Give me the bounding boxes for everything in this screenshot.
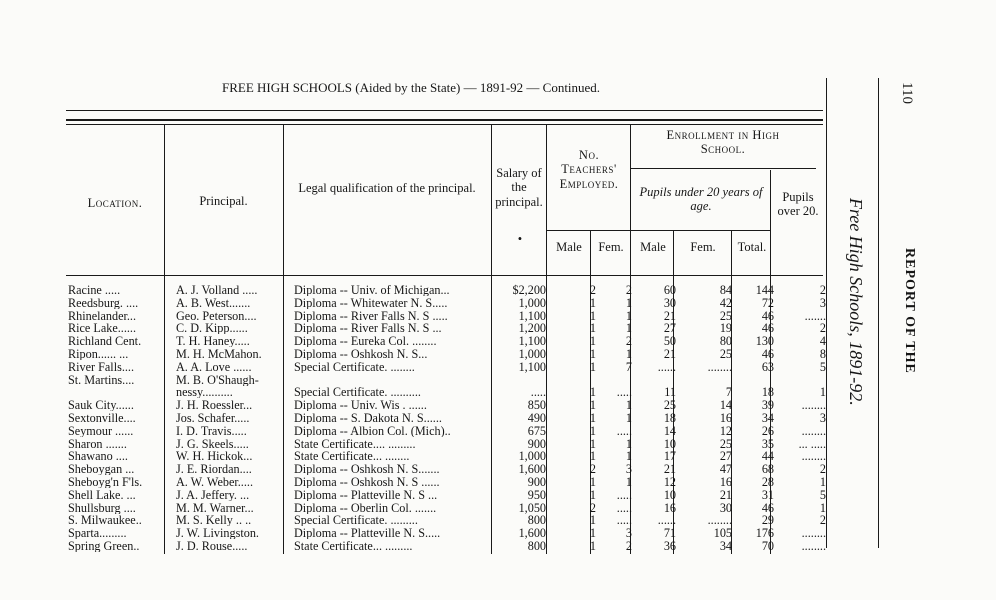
table-row <box>0 540 830 552</box>
pupils-female-header: Fem. <box>690 240 716 254</box>
teachers-female-cell: 1 <box>625 322 632 335</box>
salary-cell: 1,100 <box>518 360 546 373</box>
page-title: FREE HIGH SCHOOLS (Aided by the State) — 1891-92 — Continued. <box>222 80 601 95</box>
location-cell: Sauk City...... <box>68 399 134 412</box>
salary-cell: 675 <box>527 424 546 437</box>
principal-cell: T. H. Haney..... <box>176 335 250 348</box>
teachers-male-header: Male <box>556 240 582 254</box>
principal-cell: Geo. Peterson.... <box>176 309 257 322</box>
table-row <box>0 386 830 398</box>
qualification-cell: Special Certificate. .......... <box>294 386 421 399</box>
teachers-female-cell: 1 <box>625 437 632 450</box>
principal-cell: J. E. Riordan.... <box>176 463 252 476</box>
pupils-female-cell: 7 <box>725 386 732 399</box>
pupils-female-cell: 80 <box>719 335 732 348</box>
total-cell: 31 <box>761 488 774 501</box>
enrollment-rule <box>630 168 816 169</box>
principal-cell: J. G. Skeels..... <box>176 437 249 450</box>
qualification-cell: Diploma -- River Falls N. S ..... <box>294 309 448 322</box>
total-cell: 26 <box>761 424 774 437</box>
pupils-female-cell: 27 <box>719 450 732 463</box>
salary-cell: 1,100 <box>518 309 546 322</box>
teachers-female-cell: 2 <box>625 540 632 552</box>
principal-cell: J. D. Rouse..... <box>176 540 248 552</box>
table-row <box>0 399 830 411</box>
teachers-female-cell: ..... <box>616 386 632 399</box>
qualification-cell: Diploma -- Eureka Col. ........ <box>294 335 437 348</box>
table-row <box>0 335 830 347</box>
location-cell: Seymour ...... <box>68 424 134 437</box>
pupils-male-cell: 30 <box>663 296 676 309</box>
pupils-male-cell: 10 <box>663 437 676 450</box>
teachers-male-cell: 1 <box>589 514 596 527</box>
location-cell: Sextonville.... <box>68 412 136 424</box>
pupils-male-cell: 11 <box>664 386 676 399</box>
right-margin-rule <box>826 78 827 548</box>
location-cell: Spring Green.. <box>68 540 140 552</box>
over20-cell: ........ <box>801 424 826 437</box>
side-title: Free High Schools, 1891-92. <box>846 198 866 406</box>
pupils-female-cell: 25 <box>719 309 732 322</box>
teachers-female-header: Fem. <box>598 240 624 254</box>
over20-cell: ........ <box>801 527 826 540</box>
table-row <box>0 297 830 309</box>
teachers-group-header: No. Teachers' Employed. <box>559 148 619 191</box>
salary-cell: 1,000 <box>518 450 546 463</box>
qualification-cell: Diploma -- Oberlin Col. ....... <box>294 501 437 514</box>
principal-cell: A. W. Weber..... <box>176 476 253 488</box>
table-row <box>0 284 830 296</box>
total-cell: 34 <box>761 412 774 424</box>
over20-cell: 1 <box>819 386 826 399</box>
teachers-female-cell: 1 <box>625 450 632 463</box>
pupils-female-cell: 21 <box>719 488 732 501</box>
table-row <box>0 412 830 424</box>
salary-cell: 1,000 <box>518 296 546 309</box>
table-row <box>0 425 830 437</box>
over20-cell: ........ <box>801 399 826 412</box>
salary-cell: $2,200 <box>512 284 546 296</box>
table-row <box>0 322 830 334</box>
total-cell: 144 <box>755 284 774 296</box>
location-cell: St. Martins.... <box>68 373 135 386</box>
table-row <box>0 527 830 539</box>
over20-cell: 1 <box>819 501 826 514</box>
top-rule-thin <box>66 110 823 111</box>
teachers-male-cell: 1 <box>589 540 596 552</box>
teachers-male-cell: 1 <box>589 437 596 450</box>
salary-cell: 900 <box>527 476 546 488</box>
salary-cell: 1,600 <box>518 463 546 476</box>
location-cell: Ripon...... ... <box>68 348 129 360</box>
principal-header: Principal. <box>199 194 248 208</box>
qualification-cell: State Certificate... ......... <box>294 540 413 552</box>
pupils-female-cell: 14 <box>719 399 732 412</box>
page-number: 110 <box>899 82 915 104</box>
pupils-male-cell: 71 <box>663 527 676 540</box>
top-rule-lower <box>66 124 823 125</box>
teachers-female-cell: 3 <box>625 527 632 540</box>
pupils-female-cell: 16 <box>719 476 732 488</box>
location-cell: Sheboygan ... <box>68 463 135 476</box>
over20-cell: 8 <box>819 348 826 360</box>
pupils-female-cell: 34 <box>719 540 732 552</box>
total-cell: 28 <box>761 476 774 488</box>
salary-cell: 1,200 <box>518 322 546 335</box>
total-cell: 35 <box>761 437 774 450</box>
right-margin-rule-outer <box>878 78 879 548</box>
salary-cell: 1,000 <box>518 348 546 360</box>
qualification-cell: Diploma -- Oshkosh N. S... <box>294 348 428 360</box>
pupils-male-cell: 60 <box>663 284 676 296</box>
pupils-male-cell: 14 <box>663 424 676 437</box>
teachers-female-cell: 1 <box>625 296 632 309</box>
salary-dot: • <box>517 232 523 246</box>
qualification-cell: Special Certificate. ......... <box>294 514 418 527</box>
teachers-female-cell: 2 <box>625 284 632 296</box>
teachers-female-cell: ..... <box>616 501 632 514</box>
pupils-male-cell: 12 <box>663 476 676 488</box>
location-cell: Richland Cent. <box>68 335 142 348</box>
teachers-female-cell: 3 <box>625 463 632 476</box>
teachers-female-cell: ..... <box>616 514 632 527</box>
qualification-cell: Diploma -- Univ. of Michigan... <box>294 284 450 296</box>
salary-cell: 850 <box>527 399 546 412</box>
principal-cell: I. D. Travis..... <box>176 424 247 437</box>
pupils-male-cell: ...... <box>657 514 676 527</box>
total-cell: 39 <box>761 399 774 412</box>
principal-cell: A. J. Volland ..... <box>176 284 258 296</box>
table-row <box>0 374 830 386</box>
table-row <box>0 438 830 450</box>
pupils-female-cell: 30 <box>719 501 732 514</box>
total-cell: 46 <box>761 348 774 360</box>
location-cell: Sharon ....... <box>68 437 127 450</box>
pupils-male-header: Male <box>640 240 666 254</box>
table-row <box>0 514 830 526</box>
qualification-header: Legal qualification of the principal. <box>298 181 476 195</box>
teachers-male-cell: 1 <box>589 450 596 463</box>
principal-cell: M. M. Warner... <box>176 501 254 514</box>
salary-cell: 1,050 <box>518 501 546 514</box>
pupils-male-cell: 10 <box>663 488 676 501</box>
teachers-female-cell: 7 <box>625 360 632 373</box>
table-row <box>0 348 830 360</box>
principal-cell: A. A. Love ...... <box>176 360 252 373</box>
over20-cell: ........ <box>801 540 826 552</box>
total-cell: 70 <box>761 540 774 552</box>
total-cell: 176 <box>755 527 774 540</box>
teachers-male-cell: 2 <box>589 463 596 476</box>
over20-cell: 4 <box>819 335 826 348</box>
over20-cell: 2 <box>819 463 826 476</box>
over20-cell: 2 <box>819 322 826 335</box>
teachers-male-cell: 1 <box>589 488 596 501</box>
total-cell: 46 <box>761 309 774 322</box>
pupils-male-cell: 21 <box>663 463 676 476</box>
location-cell: Rhinelander... <box>68 309 137 322</box>
qualification-cell: Diploma -- River Falls N. S ... <box>294 322 442 335</box>
pupils-female-cell: 25 <box>719 348 732 360</box>
pupils-female-cell: 19 <box>719 322 732 335</box>
over20-cell: 3 <box>819 412 826 424</box>
teachers-female-cell: 1 <box>625 412 632 424</box>
teachers-female-cell: ..... <box>616 424 632 437</box>
location-cell: Shawano .... <box>68 450 128 463</box>
teachers-male-cell: 1 <box>589 386 596 399</box>
total-cell: 68 <box>761 463 774 476</box>
pupils-female-cell: ........ <box>707 514 732 527</box>
qualification-cell: Diploma -- Univ. Wis . ...... <box>294 399 427 412</box>
running-head: REPORT OF THE <box>902 248 917 374</box>
total-cell: 46 <box>761 501 774 514</box>
under20-header: Pupils under 20 years of age. <box>639 185 763 214</box>
total-cell: 18 <box>761 386 774 399</box>
teachers-female-cell: 1 <box>625 348 632 360</box>
pupils-male-cell: 21 <box>663 348 676 360</box>
teachers-male-cell: 1 <box>589 424 596 437</box>
table-row <box>0 489 830 501</box>
subheader-rule <box>546 230 771 231</box>
table-row <box>0 463 830 475</box>
location-cell: Sparta......... <box>68 527 127 540</box>
teachers-male-cell: 2 <box>589 501 596 514</box>
teachers-female-cell: 1 <box>625 399 632 412</box>
pupils-male-cell: ...... <box>657 360 676 373</box>
teachers-male-cell: 1 <box>589 527 596 540</box>
teachers-female-cell: 1 <box>625 309 632 322</box>
salary-cell: 800 <box>527 514 546 527</box>
pupils-female-cell: 105 <box>713 527 732 540</box>
teachers-male-cell: 1 <box>589 335 596 348</box>
table-row <box>0 310 830 322</box>
principal-cell: M. S. Kelly .. .. <box>176 514 252 527</box>
total-cell: 130 <box>755 335 774 348</box>
enrollment-group-header: Enrollment in High School. <box>666 128 780 157</box>
over20-cell: ... ..... <box>798 437 826 450</box>
salary-cell: 900 <box>527 437 546 450</box>
qualification-cell: Diploma -- S. Dakota N. S...... <box>294 412 442 424</box>
principal-cell: nessy.......... <box>176 386 233 399</box>
teachers-female-cell: ..... <box>616 488 632 501</box>
qualification-cell: State Certificate.... ......... <box>294 437 416 450</box>
teachers-male-cell: 1 <box>589 296 596 309</box>
teachers-male-cell: 2 <box>589 284 596 296</box>
location-cell: Shell Lake. ... <box>68 488 136 501</box>
qualification-cell: Diploma -- Albion Col. (Mich).. <box>294 424 451 437</box>
qualification-cell: Special Certificate. ........ <box>294 360 415 373</box>
location-cell: Racine ..... <box>68 284 121 296</box>
total-cell: 72 <box>761 296 774 309</box>
teachers-male-cell: 1 <box>589 309 596 322</box>
location-cell: Shullsburg .... <box>68 501 136 514</box>
pupils-male-cell: 21 <box>663 309 676 322</box>
teachers-male-cell: 1 <box>589 322 596 335</box>
salary-cell: 950 <box>527 488 546 501</box>
location-cell: S. Milwaukee.. <box>68 514 142 527</box>
location-cell: Rice Lake...... <box>68 322 137 335</box>
teachers-female-cell: 2 <box>625 335 632 348</box>
table-row <box>0 361 830 373</box>
location-cell: River Falls.... <box>68 360 135 373</box>
teachers-male-cell: 1 <box>589 399 596 412</box>
total-cell: 46 <box>761 322 774 335</box>
over20-cell: 5 <box>819 360 826 373</box>
pupils-female-cell: 25 <box>719 437 732 450</box>
salary-cell: 1,100 <box>518 335 546 348</box>
salary-header: Salary of the principal. <box>495 166 543 209</box>
qualification-cell: Diploma -- Platteville N. S..... <box>294 527 441 540</box>
pupils-male-cell: 27 <box>663 322 676 335</box>
qualification-cell: Diploma -- Oshkosh N. S ...... <box>294 476 440 488</box>
teachers-male-cell: 1 <box>589 476 596 488</box>
principal-cell: W. H. Hickok... <box>176 450 253 463</box>
pupils-male-cell: 18 <box>663 412 676 424</box>
table-row <box>0 476 830 488</box>
over20-cell: 2 <box>819 284 826 296</box>
pupils-female-cell: 16 <box>719 412 732 424</box>
principal-cell: M. B. O'Shaugh- <box>176 373 259 386</box>
total-cell: 63 <box>761 360 774 373</box>
qualification-cell: Diploma -- Platteville N. S ... <box>294 488 438 501</box>
over20-cell: 2 <box>819 514 826 527</box>
pupils-male-cell: 16 <box>663 501 676 514</box>
location-header: Location. <box>87 196 143 210</box>
principal-cell: J. W. Livingston. <box>176 527 259 540</box>
teachers-female-cell: 1 <box>625 476 632 488</box>
salary-cell: ..... <box>530 386 546 399</box>
over20-header: Pupils over 20. <box>777 190 819 219</box>
qualification-cell: Diploma -- Whitewater N. S..... <box>294 296 448 309</box>
pupils-male-cell: 50 <box>663 335 676 348</box>
over20-cell: ........ <box>801 450 826 463</box>
salary-cell: 1,600 <box>518 527 546 540</box>
total-cell: 29 <box>761 514 774 527</box>
over20-cell: 1 <box>819 476 826 488</box>
over20-cell: 5 <box>819 488 826 501</box>
salary-cell: 490 <box>527 412 546 424</box>
table-row <box>0 450 830 462</box>
top-rule-thick <box>66 119 823 121</box>
pupils-male-cell: 25 <box>663 399 676 412</box>
over20-cell: ....... <box>804 309 826 322</box>
pupils-male-cell: 17 <box>663 450 676 463</box>
total-cell: 44 <box>761 450 774 463</box>
over20-cell: 3 <box>819 296 826 309</box>
teachers-male-cell: 1 <box>589 412 596 424</box>
pupils-female-cell: 84 <box>719 284 732 296</box>
teachers-male-cell: 1 <box>589 360 596 373</box>
total-header: Total. <box>737 240 767 254</box>
location-cell: Reedsburg. .... <box>68 296 139 309</box>
qualification-cell: State Certificate... ........ <box>294 450 410 463</box>
principal-cell: C. D. Kipp...... <box>176 322 248 335</box>
principal-cell: M. H. McMahon. <box>176 348 262 360</box>
pupils-female-cell: 47 <box>719 463 732 476</box>
location-cell: Sheboyg'n F'ls. <box>68 476 143 488</box>
pupils-female-cell: 42 <box>719 296 732 309</box>
header-bottom-rule <box>66 275 823 276</box>
principal-cell: A. B. West....... <box>176 296 251 309</box>
pupils-male-cell: 36 <box>663 540 676 552</box>
qualification-cell: Diploma -- Oshkosh N. S....... <box>294 463 440 476</box>
teachers-male-cell: 1 <box>589 348 596 360</box>
principal-cell: Jos. Schafer..... <box>176 412 250 424</box>
principal-cell: J. A. Jeffery. ... <box>176 488 250 501</box>
salary-cell: 800 <box>527 540 546 552</box>
principal-cell: J. H. Roessler... <box>176 399 253 412</box>
pupils-female-cell: ........ <box>707 360 732 373</box>
pupils-female-cell: 12 <box>719 424 732 437</box>
table-row <box>0 502 830 514</box>
